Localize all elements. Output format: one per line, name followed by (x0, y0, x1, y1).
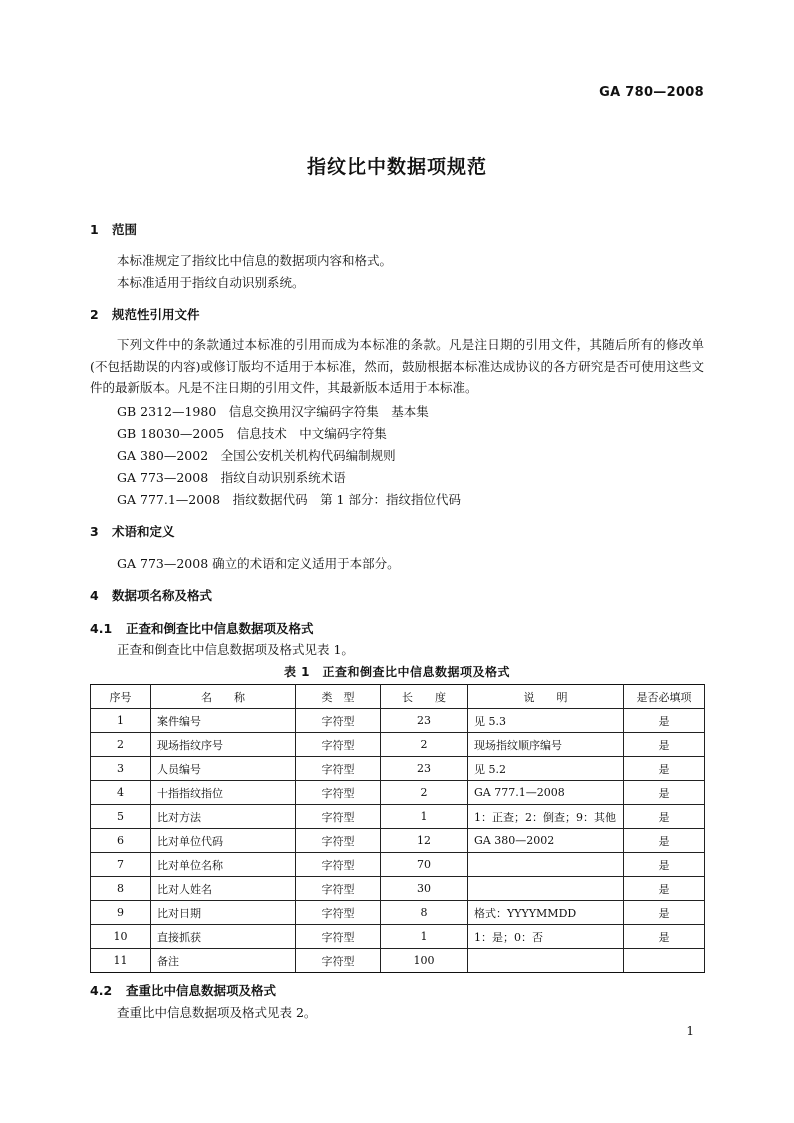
paragraph: 查重比中信息数据项及格式见表 2。 (117, 1005, 317, 1020)
table-row (91, 925, 705, 949)
cell-desc (468, 877, 624, 901)
cell-seq: 1 (91, 709, 151, 733)
reference-item: GB 18030—2005 信息技术 中文编码字符集 (117, 426, 387, 441)
cell-desc: 1：是；0：否 (468, 925, 624, 949)
cell-required (624, 949, 705, 973)
cell-type: 字符型 (296, 733, 381, 757)
section-title: 规范性引用文件 (112, 307, 200, 322)
cell-name: 比对日期 (151, 901, 296, 925)
paragraph: 正查和倒查比中信息数据项及格式见表 1。 (117, 642, 354, 657)
section-number: 1 (90, 222, 99, 237)
cell-seq: 11 (91, 949, 151, 973)
standard-code: GA 780—2008 (599, 85, 704, 100)
cell-required: 是 (624, 781, 705, 805)
paragraph: 本标准规定了指纹比中信息的数据项内容和格式。 (117, 253, 393, 268)
section-title: 查重比中信息数据项及格式 (126, 983, 277, 998)
paragraph: GA 773—2008 确立的术语和定义适用于本部分。 (117, 556, 400, 571)
table-row (91, 829, 705, 853)
cell-type: 字符型 (296, 901, 381, 925)
section-4-2-heading (90, 981, 276, 999)
cell-name: 比对单位名称 (151, 853, 296, 877)
cell-name: 案件编号 (151, 709, 296, 733)
cell-desc: 见 5.3 (468, 709, 624, 733)
cell-desc (468, 853, 624, 877)
table-row (91, 877, 705, 901)
col-header-seq: 序号 (91, 685, 151, 709)
section-2-heading (90, 305, 200, 323)
table-row (91, 781, 705, 805)
section-number: 4.1 (90, 621, 113, 636)
cell-length: 8 (381, 901, 468, 925)
table-row (91, 805, 705, 829)
section-4-heading (90, 586, 212, 604)
cell-desc: 现场指纹顺序编号 (468, 733, 624, 757)
cell-required: 是 (624, 901, 705, 925)
cell-name: 人员编号 (151, 757, 296, 781)
cell-length: 2 (381, 781, 468, 805)
cell-length: 30 (381, 877, 468, 901)
cell-type: 字符型 (296, 877, 381, 901)
cell-length: 1 (381, 925, 468, 949)
cell-required: 是 (624, 829, 705, 853)
section-3-heading (90, 522, 175, 540)
cell-required: 是 (624, 877, 705, 901)
cell-required: 是 (624, 733, 705, 757)
cell-type: 字符型 (296, 829, 381, 853)
table-row (91, 757, 705, 781)
reference-item: GA 380—2002 全国公安机关机构代码编制规则 (117, 448, 396, 463)
table-row (91, 733, 705, 757)
cell-length: 2 (381, 733, 468, 757)
cell-type: 字符型 (296, 709, 381, 733)
cell-name: 比对方法 (151, 805, 296, 829)
section-number: 4.2 (90, 983, 113, 998)
section-number: 4 (90, 588, 99, 603)
table-row (91, 709, 705, 733)
cell-desc: 1：正查；2：倒查；9：其他 (468, 805, 624, 829)
references-intro: 下列文件中的条款通过本标准的引用而成为本标准的条款。凡是注日期的引用文件，其随后所有的修改单(不包括勘误的内容)或修订版均不适用于本标准，然而，鼓励根据本标准达成协议的各方研究是否可使用这些文件的最新版本。凡是不注日期的引用文件，其最新版本适用于本标准。 (90, 337, 704, 395)
cell-length: 1 (381, 805, 468, 829)
cell-name: 比对人姓名 (151, 877, 296, 901)
section-title: 正查和倒查比中信息数据项及格式 (126, 621, 314, 636)
col-header-length: 长 度 (381, 685, 468, 709)
cell-seq: 7 (91, 853, 151, 877)
cell-seq: 2 (91, 733, 151, 757)
cell-desc: GA 777.1—2008 (468, 781, 624, 805)
data-items-table (90, 684, 705, 973)
table-caption: 表 1 正查和倒查比中信息数据项及格式 (283, 665, 511, 679)
section-number: 3 (90, 524, 99, 539)
paragraph: 本标准适用于指纹自动识别系统。 (117, 275, 305, 290)
cell-type: 字符型 (296, 781, 381, 805)
cell-length: 23 (381, 757, 468, 781)
section-title: 范围 (112, 222, 138, 237)
col-header-name: 名 称 (151, 685, 296, 709)
section-title: 术语和定义 (112, 524, 175, 539)
table-row (91, 949, 705, 973)
section-1-heading (90, 220, 137, 238)
col-header-desc: 说 明 (468, 685, 624, 709)
cell-name: 直接抓获 (151, 925, 296, 949)
cell-seq: 10 (91, 925, 151, 949)
section-number: 2 (90, 307, 99, 322)
cell-name: 备注 (151, 949, 296, 973)
col-header-required: 是否必填项 (624, 685, 705, 709)
cell-seq: 9 (91, 901, 151, 925)
reference-item: GA 777.1—2008 指纹数据代码 第 1 部分：指纹指位代码 (117, 492, 461, 507)
cell-required: 是 (624, 757, 705, 781)
cell-required: 是 (624, 709, 705, 733)
reference-item: GB 2312—1980 信息交换用汉字编码字符集 基本集 (117, 404, 429, 419)
cell-required: 是 (624, 805, 705, 829)
cell-desc: 见 5.2 (468, 757, 624, 781)
cell-name: 现场指纹序号 (151, 733, 296, 757)
cell-length: 100 (381, 949, 468, 973)
cell-type: 字符型 (296, 949, 381, 973)
cell-name: 比对单位代码 (151, 829, 296, 853)
cell-type: 字符型 (296, 925, 381, 949)
cell-desc: GA 380—2002 (468, 829, 624, 853)
table-row (91, 901, 705, 925)
col-header-type: 类 型 (296, 685, 381, 709)
cell-type: 字符型 (296, 805, 381, 829)
cell-seq: 5 (91, 805, 151, 829)
cell-length: 70 (381, 853, 468, 877)
cell-seq: 8 (91, 877, 151, 901)
cell-required: 是 (624, 925, 705, 949)
page-title: 指纹比中数据项规范 (306, 156, 487, 178)
cell-seq: 4 (91, 781, 151, 805)
cell-seq: 6 (91, 829, 151, 853)
cell-desc (468, 949, 624, 973)
page-number: 1 (686, 1024, 694, 1038)
table-header-row (91, 685, 705, 709)
cell-required: 是 (624, 853, 705, 877)
section-title: 数据项名称及格式 (112, 588, 213, 603)
cell-name: 十指指纹指位 (151, 781, 296, 805)
cell-type: 字符型 (296, 853, 381, 877)
cell-length: 12 (381, 829, 468, 853)
table-row (91, 853, 705, 877)
section-4-1-heading (90, 619, 314, 637)
cell-type: 字符型 (296, 757, 381, 781)
cell-seq: 3 (91, 757, 151, 781)
reference-item: GA 773—2008 指纹自动识别系统术语 (117, 470, 346, 485)
cell-length: 23 (381, 709, 468, 733)
cell-desc: 格式：YYYYMMDD (468, 901, 624, 925)
